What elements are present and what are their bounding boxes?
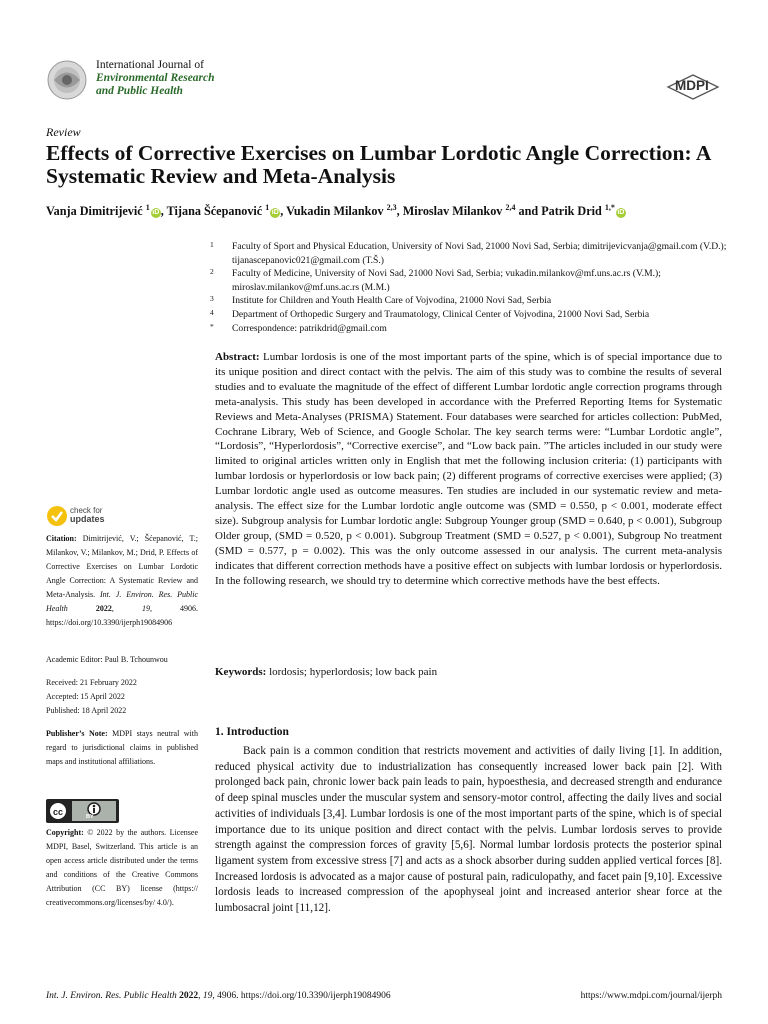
svg-text:cc: cc <box>52 807 64 817</box>
copyright-text: © 2022 by the authors. Licensee MDPI, Basel, Switzerland. This article is an open access article distributed under the terms and conditions of the Creative Commons Attribution (CC BY) license (https:// creativecommons.org/licenses/by/ 4.0/). <box>46 828 199 907</box>
author-name[interactable]: Patrik Drid <box>541 204 602 219</box>
author-affil: 1,* <box>604 203 615 212</box>
journal-name <box>96 59 215 98</box>
author-name[interactable]: Miroslav Milankov <box>402 204 503 219</box>
abstract-text: Lumbar lordosis is one of the most important parts of the spine, which is of special importance due to its unique position and direct contact with the pelvis. The aim of this study was to combine the results of several studies and to evaluate the magnitude of the effect of different Lumbar lordotic angle correction programs through meta-analysis. This study has been developed in accordance with the Preferred Reporting Items for Systematic Reviews and Meta-Analyses (PRISMA) Statement. Four databases were searched for articles collection: PubMed, Cochrane Library, Web of Science, and Google Scholar. The key search terms were: “Lumbar Lordotic angle”, “Lordosis”, “Hyperlordosis”, “Corrective exercise”, and “Low back pain. ”The articles included in our study were limited to original articles written only in English that met the following inclusion criteria: (1) participants with lumbar lordosis or hyperlordosis or low back pain; (2) different programs of corrective exercises were applied; (3) Lumbar lordotic angle used as outcome measures. Ten studies are included in our systematic review and meta-analysis. The effect size for the Lumbar lordotic angle outcome was (SMD = 0.550, p < 0.001, moderate effect size). Subgroup analysis for Lumbar lordotic angle: Subgroup Younger group (SMD = 0.640, p < 0.001), Subgroup Older group, (SMD = 0.520, p < 0.001). Subgroup Treatment (SMD = 0.527, p < 0.001), Subgroup No treatment (SMD = 0.577, p = 0.002). This was the only outcome assessed in our analysis. The current meta-analysis indicates that different correction methods have a positive effect on subjects with lumbar lordosis or hyperlordosis. In the following research, we should try to determine which corrective methods have the best effects. <box>215 351 722 587</box>
author-affil: 2,3 <box>386 203 397 212</box>
abstract-label: Abstract: <box>215 351 260 363</box>
affiliation-item: * Correspondence: patrikdrid@gmail.com <box>210 321 387 334</box>
footer-citation: Int. J. Environ. Res. Public Health 2022, 19, 4906. https://doi.org/10.3390/ijerph19084906 <box>46 991 391 1001</box>
received-date: Received: 21 February 2022 <box>46 678 137 687</box>
publisher-note-text: MDPI stays neutral with regard to jurisdictional claims in published maps and institutional affiliations. <box>46 729 199 766</box>
journal-name-line3: and Public Health <box>96 85 183 97</box>
citation-text: Dimitrijević, V.; Šćepanović, T.; Milankov, V.; Milankov, M.; Drid, P. Effects of Corrective Exercises on Lumbar Lordotic Angle Correction: A Systematic Review and Meta-Analysis. <box>46 534 199 599</box>
page-title: Effects of Corrective Exercises on Lumbar Lordotic Angle Correction: A Systematic Review and Meta-Analysis <box>46 141 711 188</box>
footer-year: 2022 <box>179 991 199 1001</box>
affiliations <box>210 240 730 335</box>
cc-by-label: BY <box>86 814 94 820</box>
affiliation-item: 1 Faculty of Sport and Physical Education, University of Novi Sad, 21000 Novi Sad, Serbia; dimitrijevicvanja@gmail.com (V.D.); tijanascepanovic021@gmail.com (T.Š.) <box>210 240 727 266</box>
section-title: 1. Introduction <box>215 726 289 738</box>
published-date: Published: 18 April 2022 <box>46 706 127 715</box>
keywords-text: lordosis; hyperlordosis; low back pain <box>269 666 438 678</box>
intro-paragraph: Back pain is a common condition that restricts movement and activities of daily living [1]. In addition, reduced physical activity due to industrialization has consequently increased lower back pain [2]. With prolonged back pain, chronic lower back pain leads to pain, hypoesthesia, and decreased strength and endurance of deep spinal muscles under the muscular system and sensory-motor control, affecting the daily lives and social activities of individuals [3,4]. Lumbar lordosis is one of the most important parts of the spine, which is of special importance due to its unique position and direct contact with the pelvis. Lumbar lordosis serves to provide strength against the compression forces of gravity [5,6]. Normal lumbar lordosis protects the posterior spinal ligament system from excessive stress [7] and acts as a shock absorber during sudden applied vertical forces [8]. Increased lordosis is advocated as a major cause of postural pain, radiculopathy, and facet pain [9,10]. Excessive lordosis leads to increased compression of the apophyseal joint and increased anterior shear force at the lumbosacral joint [11,12]. <box>215 745 722 915</box>
author-name[interactable]: Vukadin Milankov <box>286 204 384 219</box>
mdpi-logo-text: MDPI <box>675 78 709 93</box>
publisher-note <box>46 727 198 769</box>
orcid-icon[interactable]: iD <box>152 209 160 217</box>
check-updates-icon <box>46 505 68 527</box>
affiliation-item: 2 Faculty of Medicine, University of Novi Sad, 21000 Novi Sad, Serbia; vukadin.milankov@mf.uns.ac.rs (V.M.); miroslav.milankov@mf.uns.ac.rs (M.M.) <box>210 267 661 293</box>
keywords-label: Keywords: <box>215 666 267 678</box>
affiliation-item: 4 Department of Orthopedic Surgery and Traumatology, Clinical Center of Vojvodina, 21000 Novi Sad, Serbia <box>210 307 650 320</box>
author-affil: 1 <box>265 203 270 212</box>
footer-doi[interactable]: , 4906. https://doi.org/10.3390/ijerph19084906 <box>212 991 391 1001</box>
footer-volume: 19 <box>202 991 213 1001</box>
check-for-updates-button[interactable] <box>46 505 105 532</box>
publisher-note-label: Publisher’s Note: <box>46 729 108 738</box>
footer-journal: Int. J. Environ. Res. Public Health <box>46 991 177 1001</box>
author-name[interactable]: Vanja Dimitrijević <box>46 204 143 219</box>
academic-editor: Academic Editor: Paul B. Tchounwou <box>46 655 168 664</box>
author-affil: 1 <box>145 203 150 212</box>
journal-name-line1: International Journal of <box>96 59 204 71</box>
mdpi-logo <box>666 74 720 105</box>
journal-name-line2: Environmental Research <box>96 72 215 84</box>
affiliation-item: 3 Institute for Children and Youth Health Care of Vojvodina, 21000 Novi Sad, Serbia <box>210 294 552 307</box>
author-affil: 2,4 <box>505 203 516 212</box>
citation-year: 2022 <box>95 604 112 613</box>
accepted-date: Accepted: 15 April 2022 <box>46 692 125 701</box>
copyright-label: Copyright: <box>46 828 84 837</box>
cc-license-badge[interactable] <box>46 799 119 823</box>
citation-journal: Int. J. Environ. Res. Public Health <box>46 590 198 613</box>
updates-label: updates <box>70 514 105 524</box>
footer-journal-url[interactable]: https://www.mdpi.com/journal/ijerph <box>580 991 722 1001</box>
orcid-icon[interactable]: iD <box>271 209 279 217</box>
author-name[interactable]: Tijana Šćepanović <box>166 204 263 219</box>
citation-label: Citation: <box>46 534 77 543</box>
citation-volume: 19 <box>141 604 150 613</box>
copyright-block <box>46 826 198 910</box>
article-type: Review <box>46 125 81 139</box>
keywords <box>215 666 437 678</box>
abstract <box>215 350 722 589</box>
author-list: Vanja Dimitrijević $^1$iD , Tijana Šćepanović $^1$iD , Vukadin Milankov $^{2,3}$, Miroslav Milankov $^{2,4}$ and Patrik Drid $^{1,*}$iD <box>46 203 625 219</box>
dates-block <box>46 676 198 718</box>
orcid-icon[interactable]: iD <box>617 209 625 217</box>
journal-logo <box>46 59 88 101</box>
citation-doi[interactable]: , 4906. https://doi.org/10.3390/ijerph19084906 <box>46 604 199 627</box>
check-for-label: check for <box>70 506 103 515</box>
citation-block: Citation: Dimitrijević, V.; Šćepanović, T.; Milankov, V.; Milankov, M.; Drid, P. Effects of Corrective Exercises on Lumbar Lordotic Angle Correction: A Systematic Review and Meta-Analysis. Int. J. Environ. Res. Public Health 2022, 19, 4906. https://doi.org/10.3390/ijerph19084906 <box>46 534 199 627</box>
